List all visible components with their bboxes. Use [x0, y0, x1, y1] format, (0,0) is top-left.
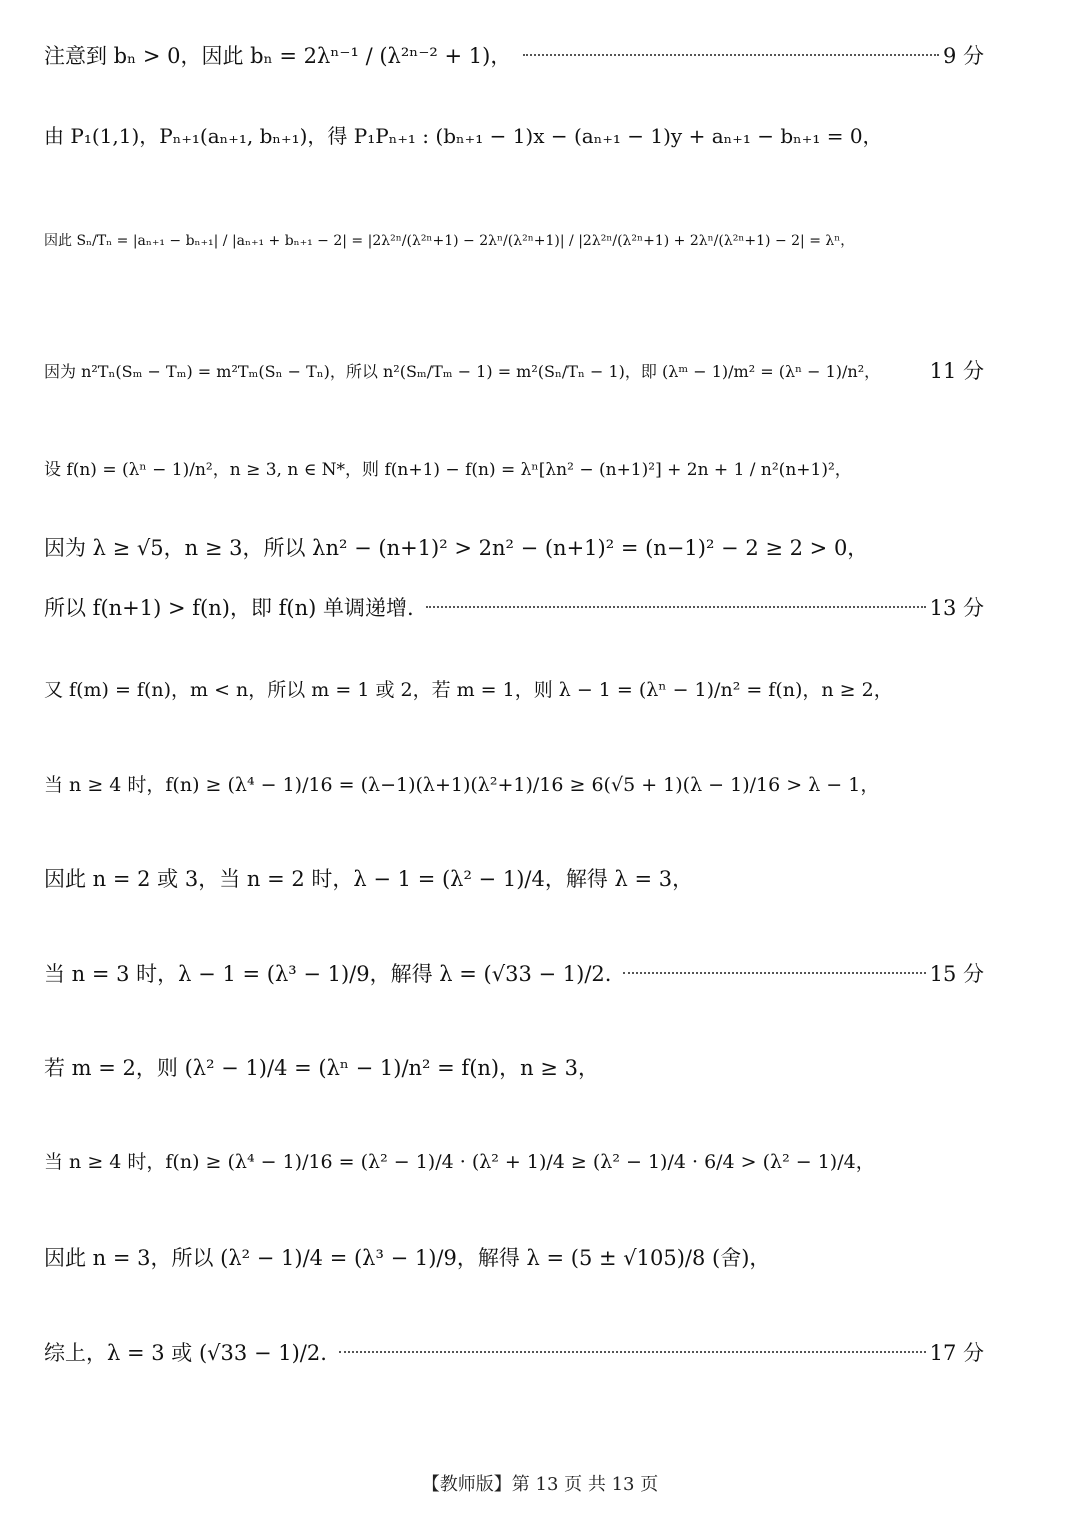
- solution-line: [44, 355, 984, 385]
- line-text: 由 P₁(1,1)，Pₙ₊₁(aₙ₊₁, bₙ₊₁)，得 P₁Pₙ₊₁ : (bₙ₊₁ − 1)x − (aₙ₊₁ − 1)y + aₙ₊₁ − bₙ₊₁ = 0，: [44, 124, 883, 148]
- line-text: 若 m = 2，则 (λ² − 1)/4 = (λⁿ − 1)/n² = f(n)，n ≥ 3，: [44, 1056, 599, 1080]
- line-text: 因为 λ ≥ √5，n ≥ 3，所以 λn² − (n+1)² > 2n² − (n+1)² = (n−1)² − 2 ≥ 2 > 0，: [44, 536, 869, 560]
- dotted-leader: [623, 972, 925, 974]
- line-text: 因此 n = 3，所以 (λ² − 1)/4 = (λ³ − 1)/9，解得 λ = (5 ± √105)/8 (舍)，: [44, 1246, 771, 1270]
- spacer: [892, 369, 925, 371]
- solution-line: [44, 1147, 984, 1174]
- dotted-leader: [523, 54, 939, 56]
- solution-line: [44, 230, 984, 250]
- score-label: 15 分: [929, 962, 984, 986]
- solution-line: [44, 1337, 984, 1367]
- solution-line: [44, 958, 984, 988]
- line-text: 当 n = 3 时，λ − 1 = (λ³ − 1)/9，解得 λ = (√33 − 1)/2.: [44, 962, 612, 986]
- score-label: 17 分: [929, 1341, 984, 1365]
- page-footer: 【教师版】第 13 页 共 13 页: [421, 1474, 659, 1495]
- score-label: 13 分: [929, 596, 984, 620]
- line-text: 因此 n = 2 或 3，当 n = 2 时，λ − 1 = (λ² − 1)/4，解得 λ = 3，: [44, 867, 694, 891]
- line-text: 设 f(n) = (λⁿ − 1)/n²，n ≥ 3, n ∈ N*，则 f(n+1) − f(n) = λⁿ[λn² − (n+1)²] + 2n + 1 / n²(n+1)²，: [44, 460, 852, 480]
- solution-line: [44, 532, 984, 562]
- dotted-leader: [426, 606, 926, 608]
- solution-line: [44, 1052, 984, 1082]
- line-text: 因为 n²Tₙ(Sₘ − Tₘ) = m²Tₘ(Sₙ − Tₙ)，所以 n²(Sₘ/Tₘ − 1) = m²(Sₙ/Tₙ − 1)，即 (λᵐ − 1)/m² = (λⁿ − 1)/n²，: [44, 361, 881, 381]
- solution-line: [44, 863, 984, 893]
- line-text: 注意到 bₙ > 0，因此 bₙ = 2λⁿ⁻¹ / (λ²ⁿ⁻² + 1)，: [44, 44, 512, 68]
- line-text: 综上，λ = 3 或 (√33 − 1)/2.: [44, 1341, 327, 1365]
- score-label: 11 分: [929, 359, 984, 383]
- solution-line: [44, 120, 984, 149]
- line-text: 当 n ≥ 4 时，f(n) ≥ (λ⁴ − 1)/16 = (λ² − 1)/4 · (λ² + 1)/4 ≥ (λ² − 1)/4 · 6/4 > (λ² − 1)/4，: [44, 1151, 875, 1173]
- line-text: 当 n ≥ 4 时，f(n) ≥ (λ⁴ − 1)/16 = (λ−1)(λ+1)(λ²+1)/16 ≥ 6(√5 + 1)(λ − 1)/16 > λ − 1，: [44, 774, 880, 796]
- dotted-leader: [339, 1351, 926, 1353]
- line-text: 因此 Sₙ/Tₙ = |aₙ₊₁ − bₙ₊₁| / |aₙ₊₁ + bₙ₊₁ − 2| = |2λ²ⁿ/(λ²ⁿ+1) − 2λⁿ/(λ²ⁿ+1)| / |2λ²ⁿ/(λ²ⁿ+1) + 2λⁿ/(λ²ⁿ+1) − 2| = λⁿ，: [44, 233, 855, 249]
- score-label: 9 分: [942, 44, 984, 68]
- line-text: 所以 f(n+1) > f(n)，即 f(n) 单调递增.: [44, 596, 414, 620]
- solution-line: [44, 675, 984, 702]
- line-text: 又 f(m) = f(n)，m < n，所以 m = 1 或 2，若 m = 1，则 λ − 1 = (λⁿ − 1)/n² = f(n)，n ≥ 2，: [44, 679, 893, 701]
- solution-line: [44, 770, 984, 797]
- solution-line: [44, 455, 984, 480]
- solution-line: [44, 1242, 984, 1272]
- solution-line: [44, 592, 984, 622]
- solution-line: [44, 40, 984, 70]
